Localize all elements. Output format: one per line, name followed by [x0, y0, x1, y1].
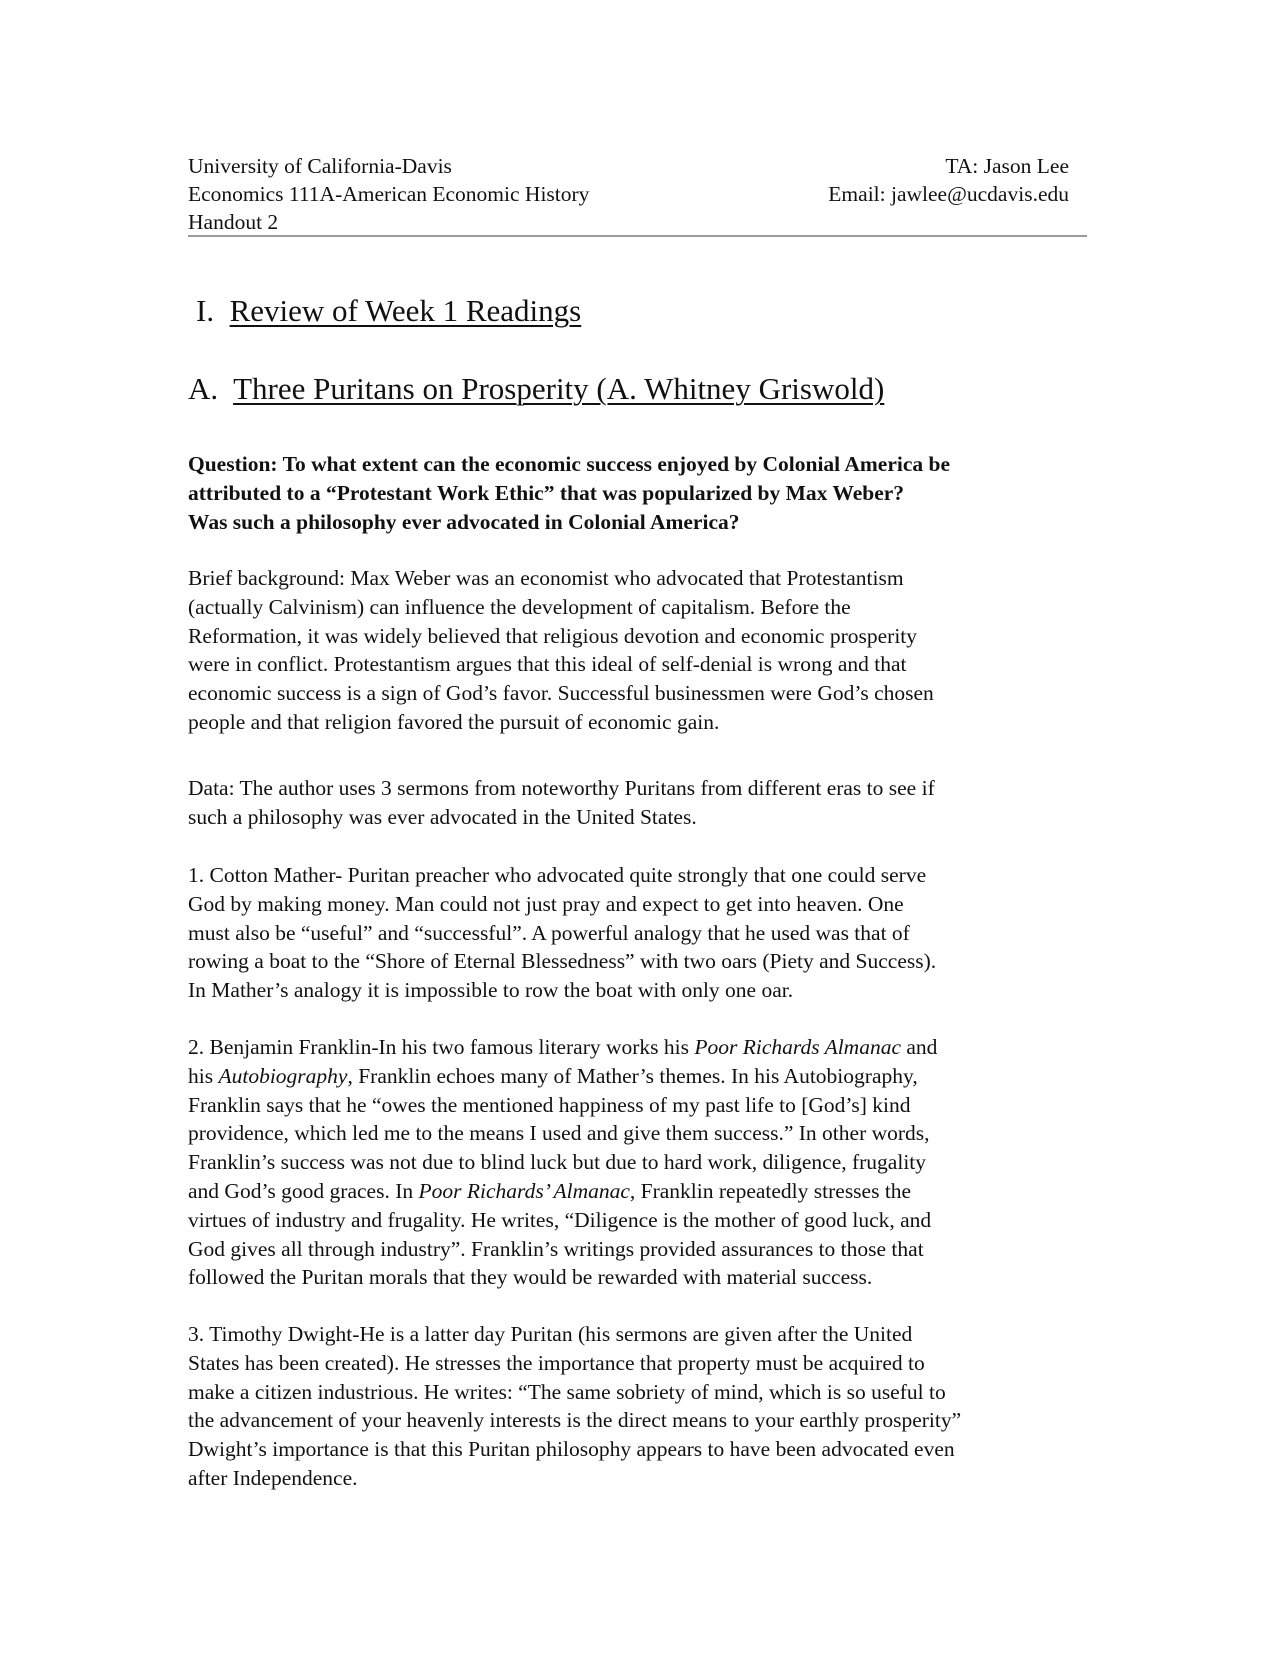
- text-line: (actually Calvinism) can influence the development of capitalism. Before the: [188, 594, 851, 619]
- section-number: I.: [196, 293, 215, 328]
- text-run: , Franklin echoes many of Mather’s themes. In his Autobiography,: [347, 1063, 918, 1088]
- text-line: rowing a boat to the “Shore of Eternal Blessedness” with two oars (Piety and Success).: [188, 949, 937, 974]
- text-line: such a philosophy was ever advocated in the United States.: [188, 804, 697, 829]
- course-name: Economics 111A-American Economic History: [188, 182, 590, 206]
- text-line: must also be “useful” and “successful”. A powerful analogy that he used was that of: [188, 920, 910, 945]
- text-line: 1. Cotton Mather- Puritan preacher who advocated quite strongly that one could serve: [188, 863, 927, 887]
- question-block: [188, 450, 1088, 536]
- text-run: and God’s good graces. In: [188, 1178, 419, 1203]
- item-benjamin-franklin: [188, 1033, 1088, 1292]
- question-line: Question: To what extent can the economic success enjoyed by Colonial America be: [188, 452, 951, 476]
- section-heading: [196, 292, 581, 330]
- text-line: Data: The author uses 3 sermons from noteworthy Puritans from different eras to see if: [188, 776, 935, 800]
- text-line: Franklin’s success was not due to blind luck but due to hard work, diligence, frugality: [188, 1150, 927, 1175]
- question-line: attributed to a “Protestant Work Ethic” that was popularized by Max Weber?: [188, 480, 905, 505]
- university-name: University of California-Davis: [188, 154, 452, 178]
- handout-number: Handout 2: [188, 210, 279, 234]
- text-line: make a citizen industrious. He writes: “The same sobriety of mind, which is so useful to: [188, 1379, 946, 1404]
- ta-email: Email: jawlee@ucdavis.edu: [828, 182, 1069, 206]
- subsection-letter: A.: [188, 371, 219, 406]
- text-run: his: [188, 1063, 219, 1088]
- background-paragraph: [188, 564, 1088, 737]
- ta-name: TA: Jason Lee: [945, 154, 1069, 178]
- text-line: Reformation, it was widely believed that religious devotion and economic prosperity: [188, 623, 918, 648]
- item-timothy-dwight: [188, 1320, 1088, 1493]
- item-cotton-mather: [188, 861, 1088, 1005]
- text-line: people and that religion favored the pursuit of economic gain.: [188, 709, 720, 734]
- header-right: [740, 152, 1069, 208]
- text-run: and: [901, 1035, 938, 1059]
- text-line: were in conflict. Protestantism argues that this ideal of self-denial is wrong and that: [188, 652, 907, 677]
- data-paragraph: [188, 774, 1088, 832]
- text-line: Dwight’s importance is that this Puritan philosophy appears to have been advocated even: [188, 1437, 955, 1462]
- question-line: Was such a philosophy ever advocated in Colonial America?: [188, 509, 740, 534]
- text-line: [188, 1062, 1088, 1091]
- subsection-title: Three Puritans on Prosperity (A. Whitney Griswold): [233, 371, 885, 406]
- book-title: Poor Richards’ Almanac: [418, 1178, 630, 1203]
- text-line: Brief background: Max Weber was an economist who advocated that Protestantism: [188, 566, 904, 590]
- header-left: [188, 152, 589, 236]
- book-title: Poor Richards Almanac: [694, 1035, 901, 1059]
- text-line: followed the Puritan morals that they would be rewarded with material success.: [188, 1265, 873, 1290]
- text-run: , Franklin repeatedly stresses the: [629, 1178, 912, 1203]
- text-line: virtues of industry and frugality. He writes, “Diligence is the mother of good luck, and: [188, 1207, 932, 1232]
- text-line: after Independence.: [188, 1465, 358, 1490]
- book-title: Autobiography: [218, 1063, 348, 1088]
- text-line: God by making money. Man could not just pray and expect to get into heaven. One: [188, 891, 904, 916]
- text-line: economic success is a sign of God’s favor. Successful businessmen were God’s chosen: [188, 681, 934, 706]
- subsection-heading: [188, 370, 884, 408]
- text-line: [188, 1177, 1088, 1206]
- text-line: In Mather’s analogy it is impossible to row the boat with only one oar.: [188, 978, 794, 1003]
- text-line: States has been created). He stresses the importance that property must be acquired to: [188, 1350, 925, 1375]
- text-line: [188, 1033, 1088, 1062]
- text-line: God gives all through industry”. Franklin’s writings provided assurances to those that: [188, 1236, 924, 1261]
- text-line: 3. Timothy Dwight-He is a latter day Puritan (his sermons are given after the United: [188, 1322, 913, 1346]
- section-title: Review of Week 1 Readings: [229, 293, 582, 328]
- header-divider: [188, 235, 1087, 237]
- text-line: providence, which led me to the means I used and give them success.” In other words,: [188, 1121, 930, 1146]
- text-line: the advancement of your heavenly interests is the direct means to your earthly prosperity”: [188, 1408, 962, 1433]
- text-line: Franklin says that he “owes the mentioned happiness of my past life to [God’s] kind: [188, 1092, 911, 1117]
- text-run: 2. Benjamin Franklin-In his two famous literary works his: [188, 1035, 695, 1059]
